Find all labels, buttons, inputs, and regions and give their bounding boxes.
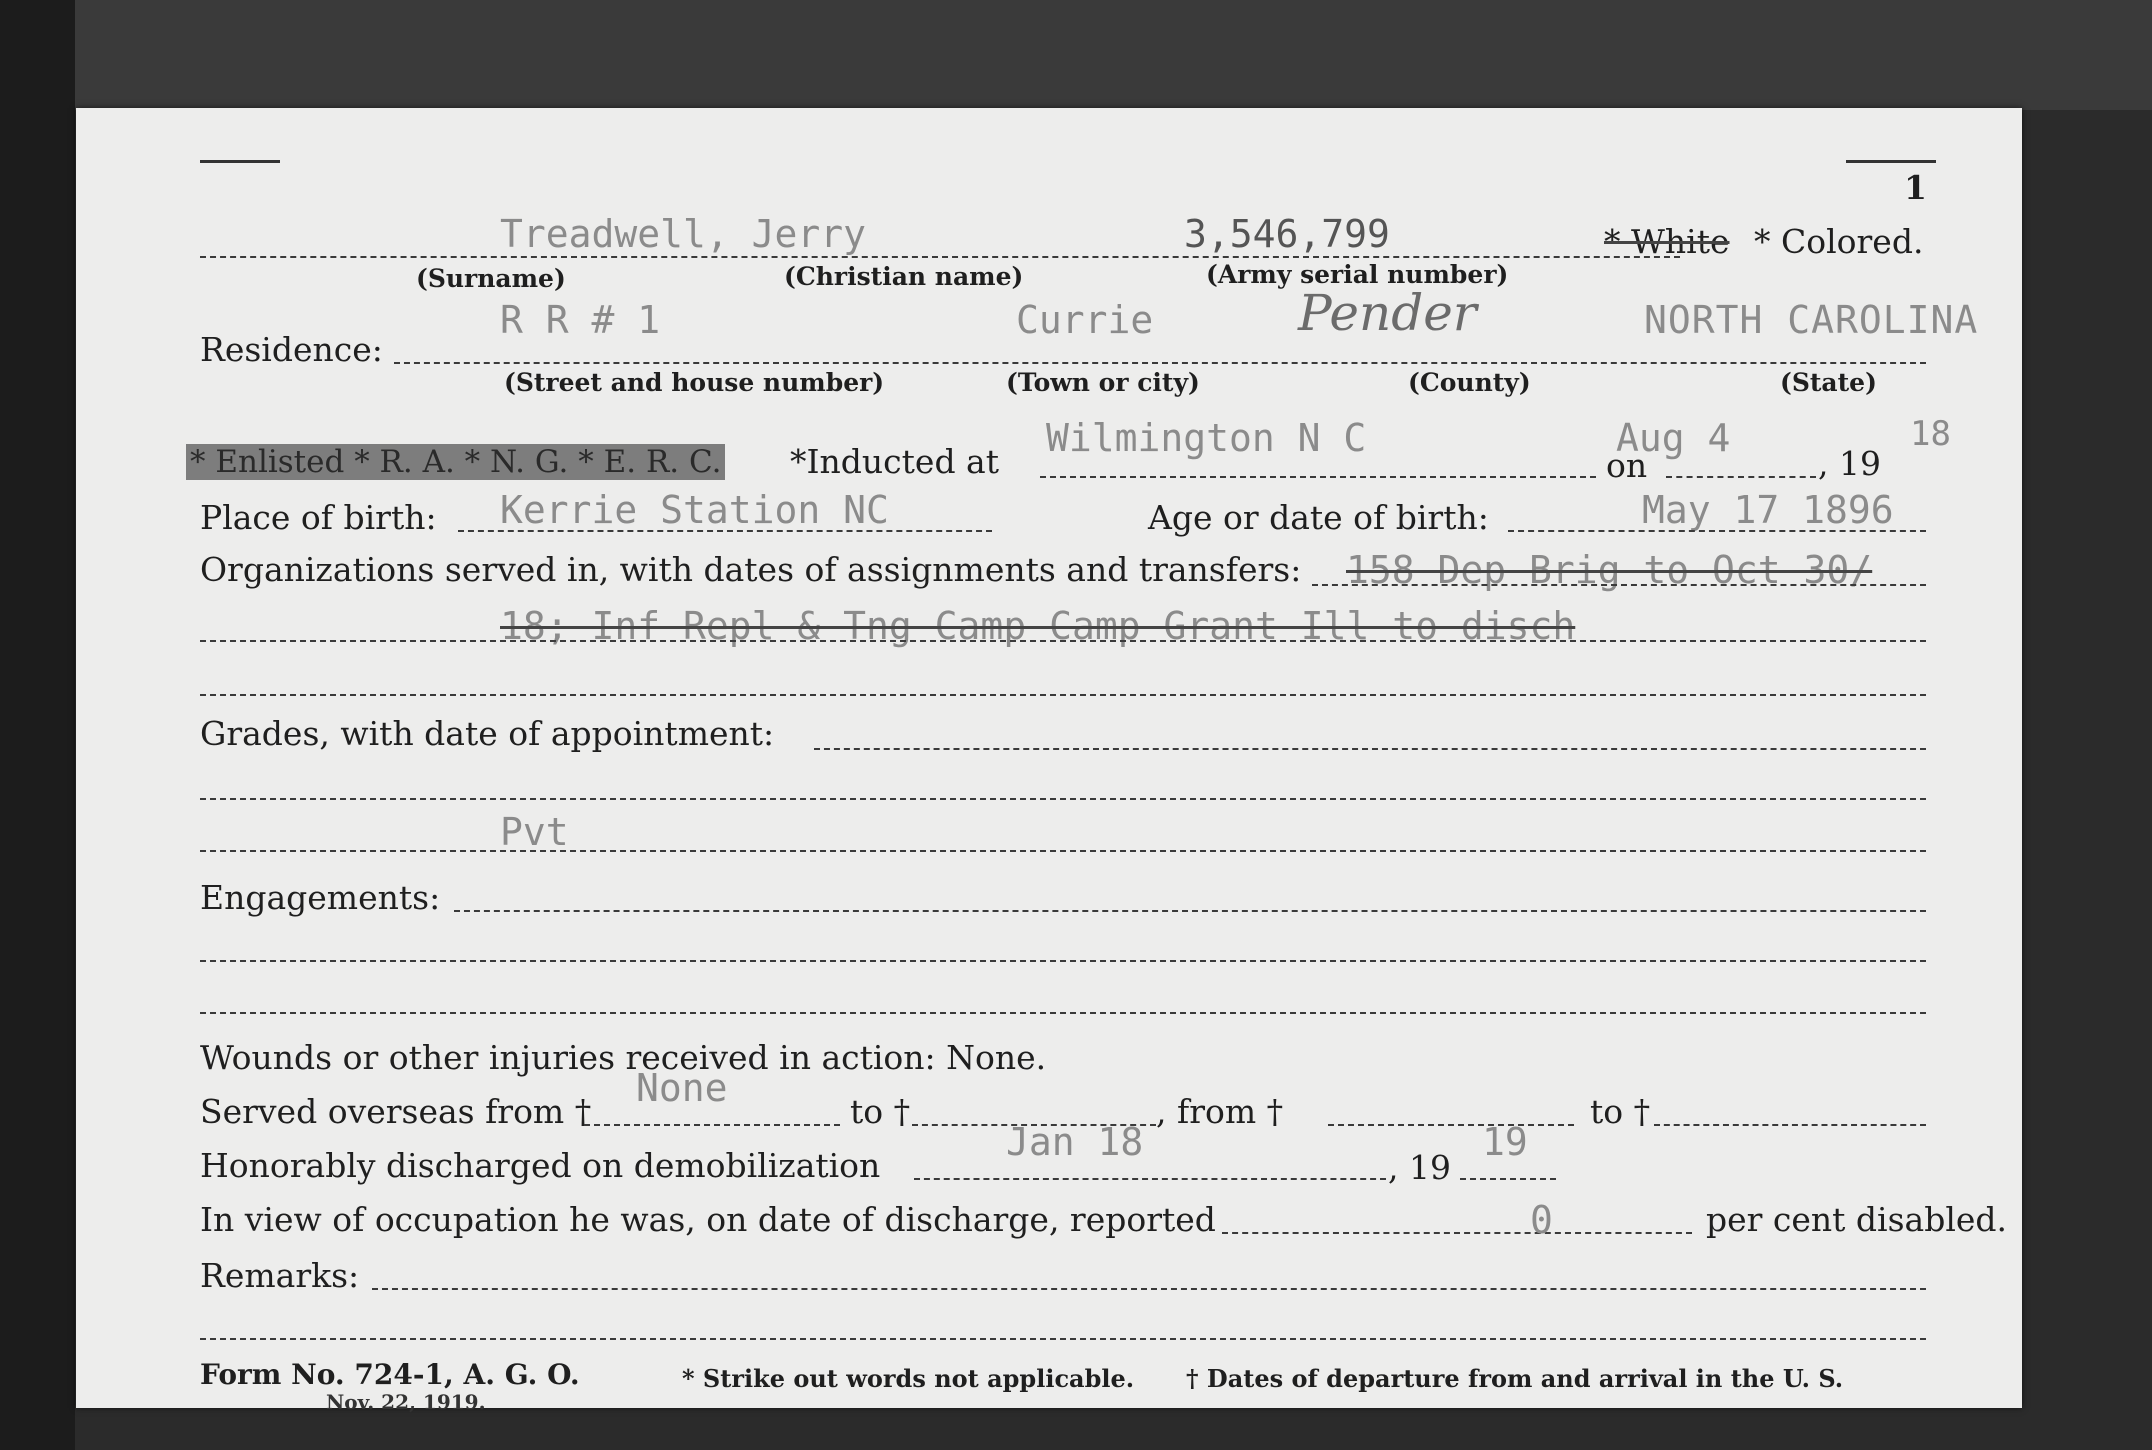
grades-line2 (200, 798, 1926, 800)
overseas-to2-label: to † (1590, 1092, 1651, 1131)
organizations-line1 (1312, 584, 1926, 586)
caption-street: (Street and house number) (504, 368, 885, 397)
birth-date-label: Age or date of birth: (1148, 498, 1489, 537)
top-right-rule (1846, 160, 1936, 163)
disability-suffix: per cent disabled. (1706, 1200, 2008, 1239)
engagements-line1 (454, 910, 1926, 912)
organizations-line3 (200, 694, 1926, 696)
inducted-place-value: Wilmington N C (1046, 416, 1367, 460)
serial-number-value: 3,546,799 (1184, 212, 1390, 256)
inducted-on-label: on (1606, 446, 1648, 485)
overseas-to2-line (1654, 1124, 1926, 1126)
birth-place-line (458, 530, 992, 532)
organizations-label: Organizations served in, with dates of assignments and transfers: (200, 550, 1302, 589)
caption-christian-name: (Christian name) (784, 262, 1024, 291)
background-top (0, 0, 2152, 110)
name-line (200, 256, 1680, 258)
residence-street-value: R R # 1 (500, 298, 661, 342)
birth-place-label: Place of birth: (200, 498, 437, 537)
form-date: Nov. 22, 1919. (326, 1390, 486, 1414)
card-number: 1 (1904, 168, 1927, 207)
grades-value: Pvt (500, 810, 569, 854)
caption-state: (State) (1780, 368, 1877, 397)
grades-line1 (814, 748, 1926, 750)
remarks-line2 (200, 1338, 1926, 1340)
residence-line (394, 362, 1926, 364)
disability-label: In view of occupation he was, on date of discharge, reported (200, 1200, 1216, 1239)
birth-date-line (1508, 530, 1926, 532)
disability-line (1222, 1232, 1692, 1234)
discharge-date-value: Jan 18 (1006, 1120, 1144, 1164)
residence-town-value: Currie (1016, 298, 1154, 342)
race-white-option: * White (1604, 222, 1730, 261)
caption-surname: (Surname) (416, 264, 566, 293)
remarks-label: Remarks: (200, 1256, 360, 1295)
overseas-to-label: to † (850, 1092, 911, 1131)
discharge-date-line (914, 1178, 1386, 1180)
service-record-card (76, 108, 2022, 1414)
engagements-line2 (200, 960, 1926, 962)
overseas-from2-line (1328, 1124, 1574, 1126)
engagements-line3 (200, 1012, 1926, 1014)
grades-line3 (200, 850, 1926, 852)
footnote-dates: † Dates of departure from and arrival in the U. S. (1186, 1364, 1844, 1393)
caption-serial: (Army serial number) (1206, 260, 1509, 289)
discharge-label: Honorably discharged on demobilization (200, 1146, 881, 1185)
overseas-from-line (584, 1124, 840, 1126)
residence-label: Residence: (200, 330, 383, 369)
inducted-date-value: Aug 4 (1616, 416, 1731, 460)
name-value: Treadwell, Jerry (500, 212, 867, 256)
enlisted-options: * Enlisted * R. A. * N. G. * E. R. C. (186, 444, 725, 480)
discharge-year-value: 19 (1482, 1120, 1528, 1164)
engagements-label: Engagements: (200, 878, 441, 917)
form-number: Form No. 724-1, A. G. O. (200, 1358, 580, 1391)
race-colored-option: * Colored. (1754, 222, 1924, 261)
birth-date-value: May 17 1896 (1642, 488, 1894, 532)
birth-place-value: Kerrie Station NC (500, 488, 889, 532)
caption-town: (Town or city) (1006, 368, 1200, 397)
inducted-year-prefix: , 19 (1818, 444, 1881, 483)
discharge-year-prefix: , 19 (1388, 1148, 1451, 1187)
residence-state-value: NORTH CAROLINA (1644, 298, 1979, 342)
inducted-label: *Inducted at (790, 442, 999, 481)
inducted-place-line (1040, 476, 1596, 478)
overseas-label: Served overseas from † (200, 1092, 592, 1131)
remarks-line1 (372, 1288, 1926, 1290)
overseas-from-value: None (636, 1066, 728, 1110)
residence-county-value: Pender (1298, 284, 1477, 342)
organizations-line1-value: 158 Dep Brig to Oct 30/ (1346, 548, 1873, 592)
top-left-rule (200, 160, 280, 163)
inducted-year-value: 18 (1910, 414, 1951, 454)
wounds-text: Wounds or other injuries received in action: None. (200, 1038, 1047, 1077)
caption-county: (County) (1408, 368, 1531, 397)
organizations-line2 (200, 640, 1926, 642)
overseas-from2-label: , from † (1156, 1092, 1284, 1131)
disability-value: 0 (1530, 1198, 1553, 1242)
organizations-line2-value: 18; Inf Repl & Tng Camp Camp Grant Ill to disch (500, 604, 1576, 648)
background-left (0, 0, 75, 1450)
discharge-year-line (1460, 1178, 1556, 1180)
inducted-date-line (1666, 476, 1816, 478)
grades-label: Grades, with date of appointment: (200, 714, 775, 753)
footnote-strike: * Strike out words not applicable. (682, 1364, 1135, 1393)
